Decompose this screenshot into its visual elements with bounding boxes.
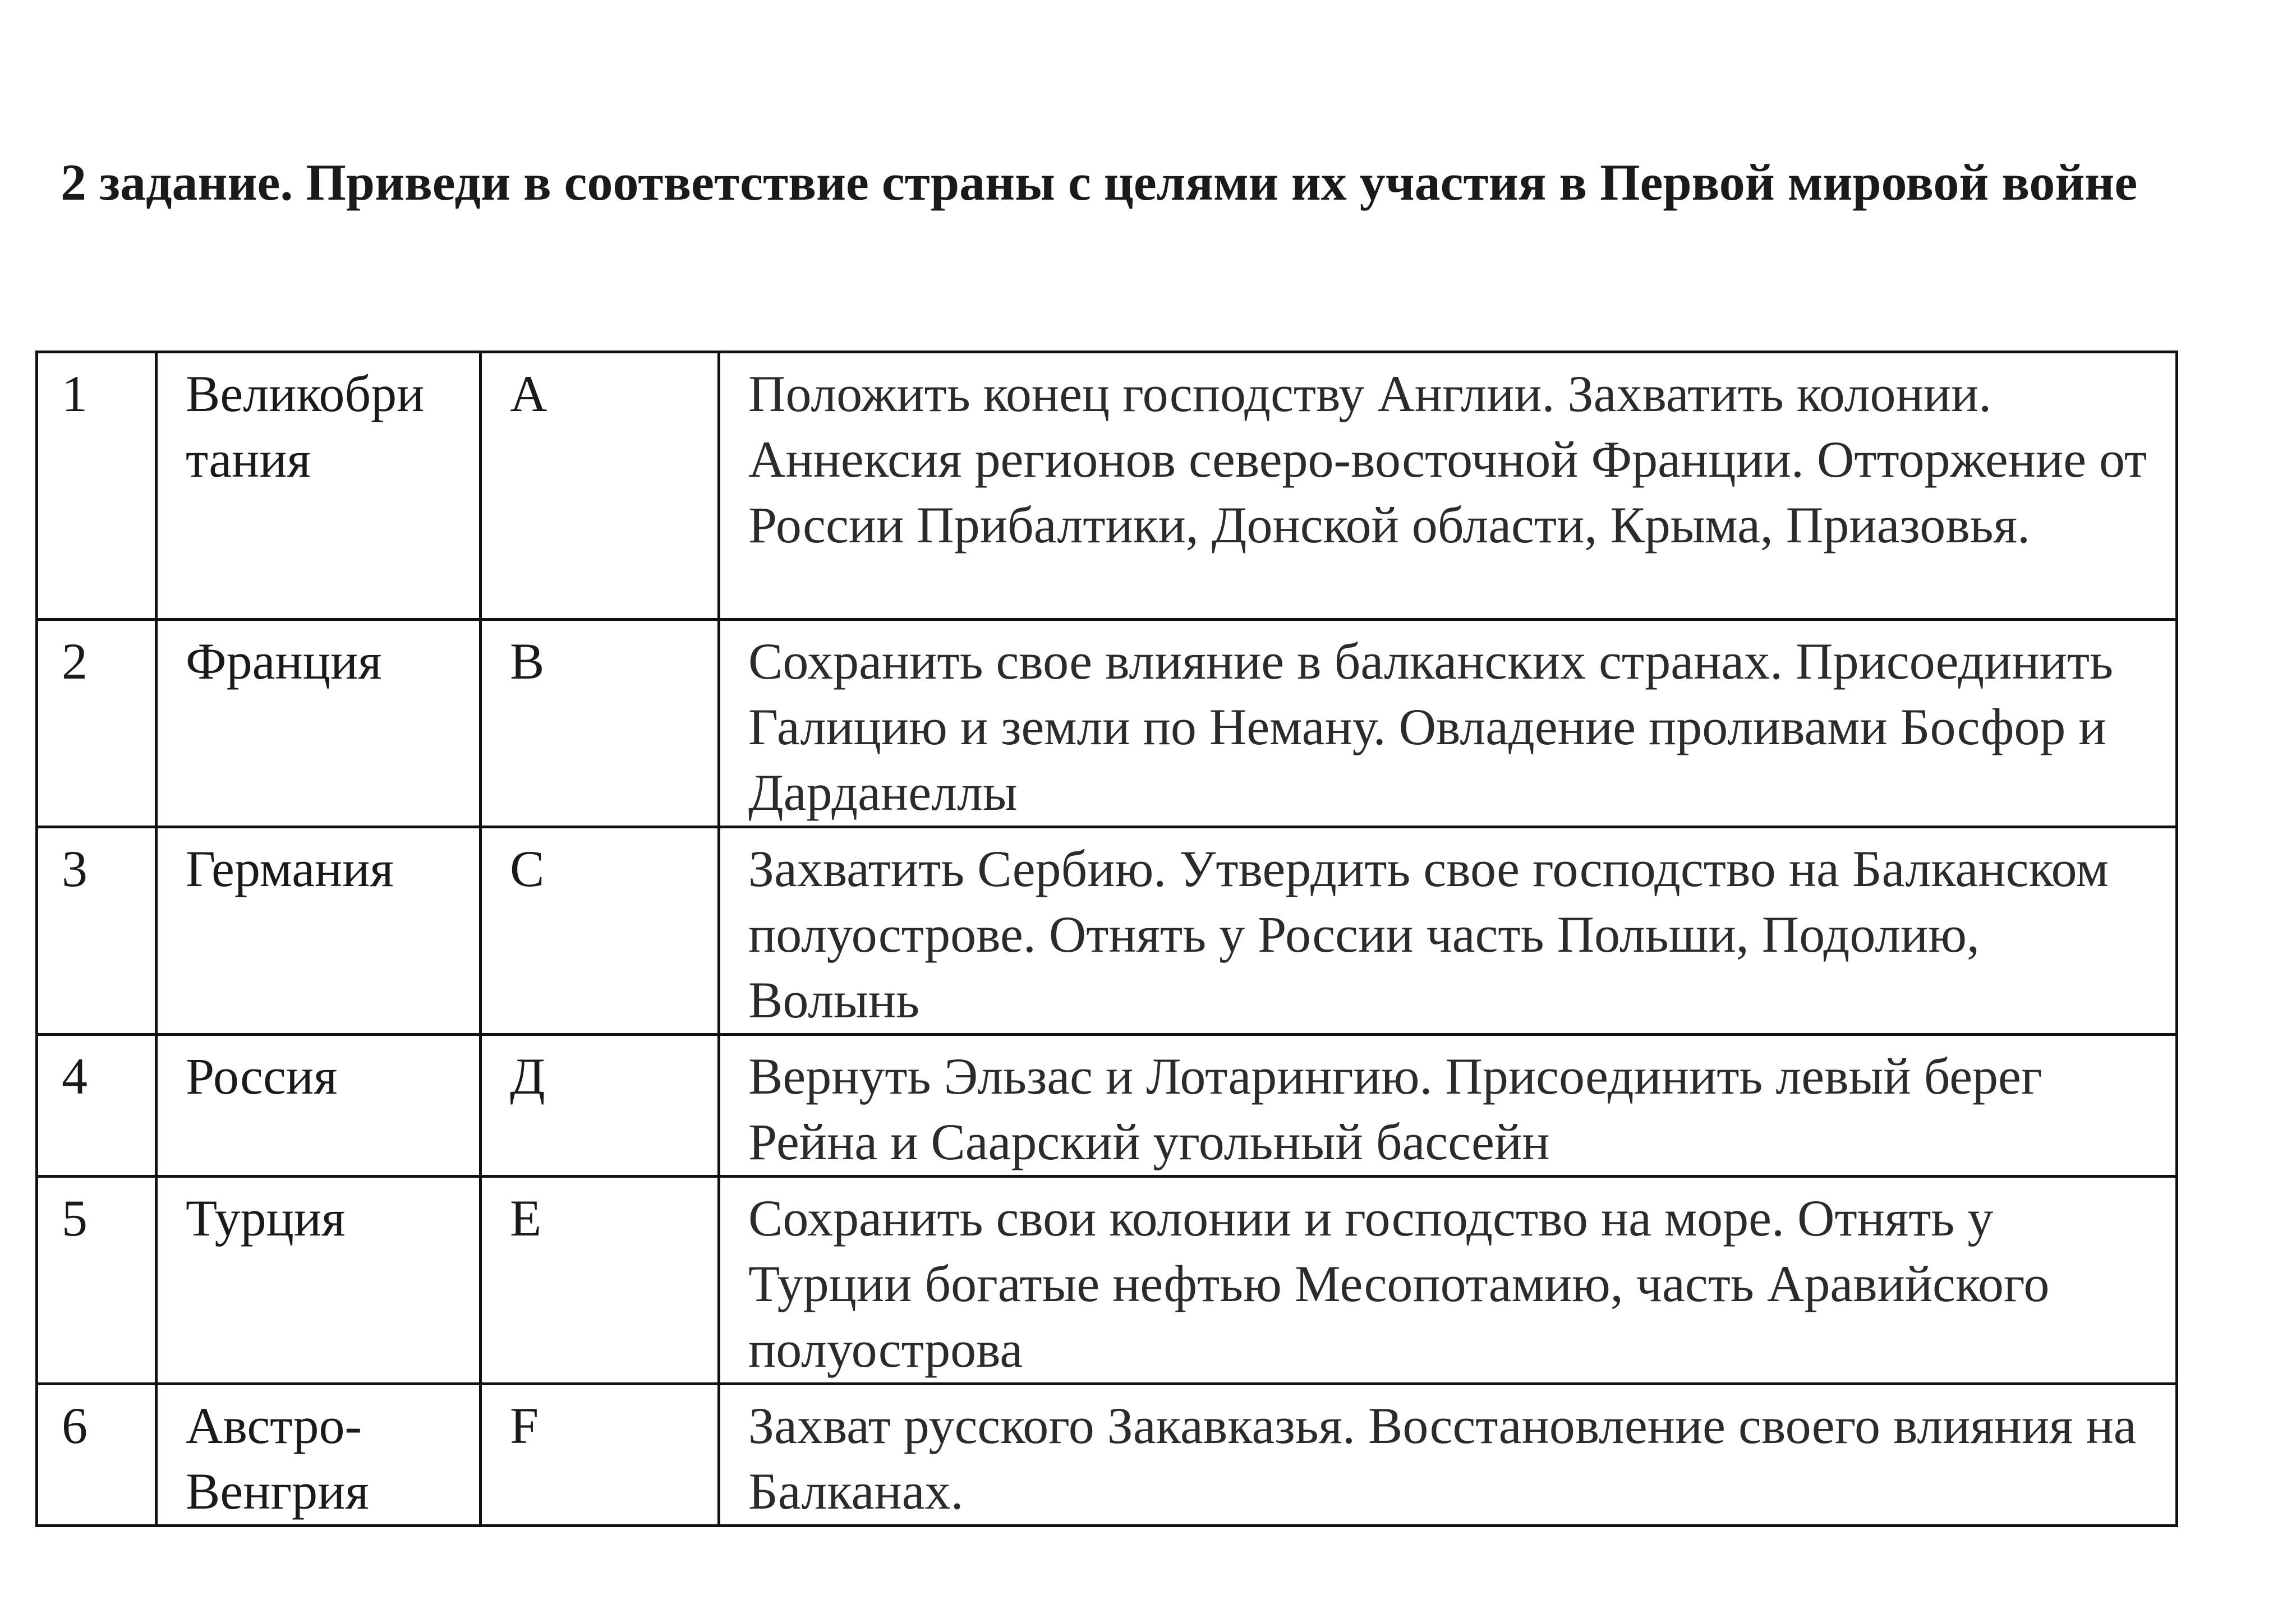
table-row [37, 352, 2177, 620]
table-row [37, 1384, 2177, 1526]
goal-cell: Сохранить свои колонии и господство на море. Отнять у Турции богатые нефтью Месопотамию, часть Аравийского полуострова [719, 1177, 2177, 1384]
task-title: 2 задание. Приведи в соответствие страны с целями их участия в Первой мировой войне [61, 154, 2138, 211]
table-row [37, 827, 2177, 1035]
row-number: 4 [37, 1035, 157, 1177]
matching-table [35, 351, 2178, 1527]
table-row [37, 620, 2177, 827]
goal-letter: C [481, 827, 719, 1035]
table-row [37, 1177, 2177, 1384]
goal-cell: Сохранить свое влияние в балканских странах. Присоединить Галицию и земли по Неману. Овладение проливами Босфор и Дарданеллы [719, 620, 2177, 827]
country-cell: Россия [157, 1035, 481, 1177]
row-number: 3 [37, 827, 157, 1035]
goal-cell: Захватить Сербию. Утвердить свое господство на Балканском полуострове. Отнять у России часть Польши, Подолию, Волынь [719, 827, 2177, 1035]
row-number: 5 [37, 1177, 157, 1384]
row-number: 2 [37, 620, 157, 827]
country-cell: Германия [157, 827, 481, 1035]
goal-cell: Положить конец господству Англии. Захватить колонии. Аннексия регионов северо-восточной Франции. Отторжение от России Прибалтики, Донской области, Крыма, Приазовья. [719, 352, 2177, 620]
goal-cell: Вернуть Эльзас и Лотарингию. Присоединить левый берег Рейна и Саарский угольный бассейн [719, 1035, 2177, 1177]
goal-letter: B [481, 620, 719, 827]
country-cell: Великобри тания [157, 352, 481, 620]
country-cell: Франция [157, 620, 481, 827]
country-cell: Австро-Венгрия [157, 1384, 481, 1526]
goal-letter: A [481, 352, 719, 620]
goal-cell: Захват русского Закавказья. Восстановление своего влияния на Балканах. [719, 1384, 2177, 1526]
country-cell: Турция [157, 1177, 481, 1384]
row-number: 1 [37, 352, 157, 620]
table-row [37, 1035, 2177, 1177]
row-number: 6 [37, 1384, 157, 1526]
goal-letter: E [481, 1177, 719, 1384]
goal-letter: Д [481, 1035, 719, 1177]
goal-letter: F [481, 1384, 719, 1526]
